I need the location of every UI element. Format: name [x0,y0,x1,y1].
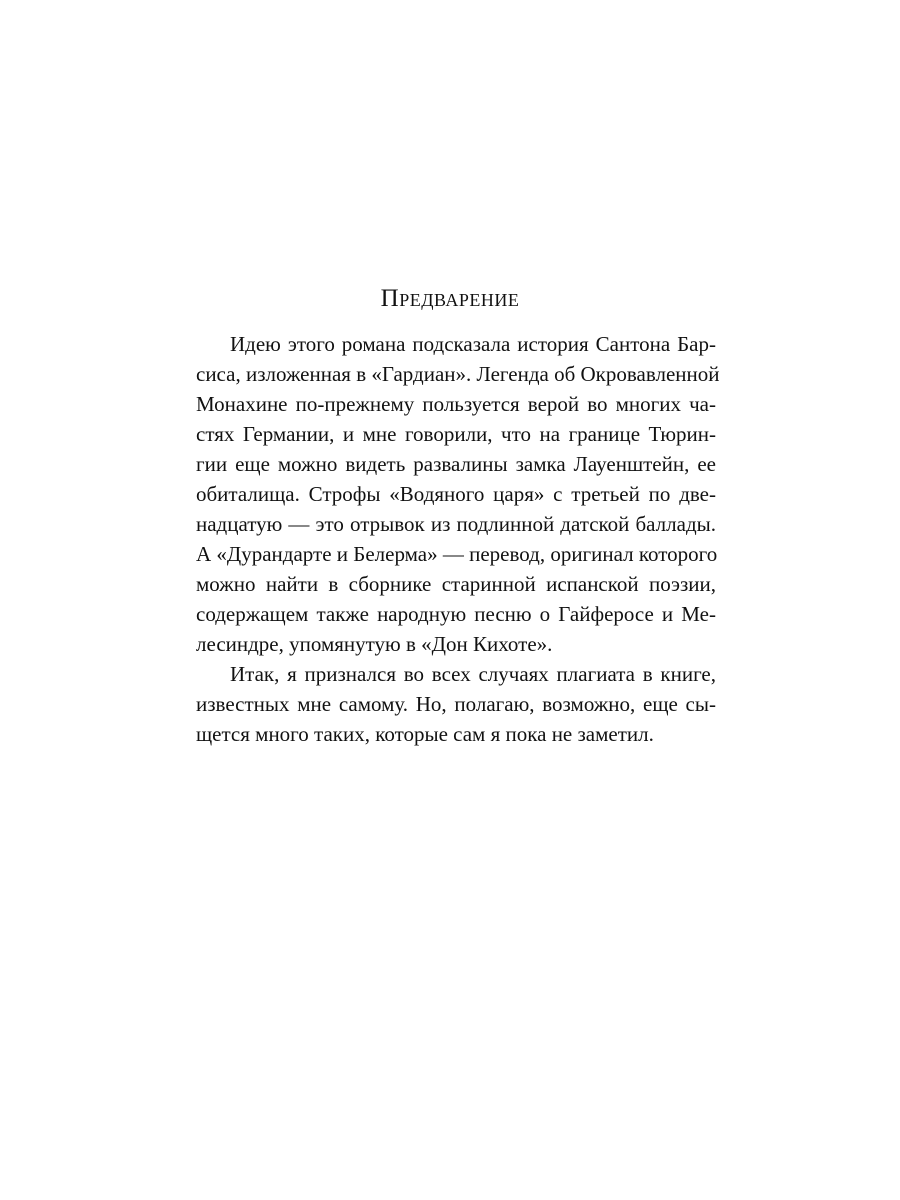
text-line: обиталища. Строфы «Водяного царя» с третьей по две- [196,482,716,506]
text-line: гии еще можно видеть развалины замка Лауенштейн, ее [196,452,716,476]
text-line: Монахине по-прежнему пользуется верой во многих ча- [196,392,716,416]
text-line: Идею этого романа подсказала история Сантона Бар- [230,332,716,356]
preface-text [196,329,720,749]
page-title: Предварение [380,285,520,312]
text-line: можно найти в сборнике старинной испанской поэзии, [196,572,716,596]
paragraph [196,659,716,749]
text-line: лесиндре, упомянутую в «Дон Кихоте». [196,632,553,656]
text-line: известных мне самому. Но, полагаю, возможно, еще сы- [196,692,716,716]
text-line: содержащем также народную песню о Гайферосе и Ме- [196,602,716,626]
text-line: А «Дурандарте и Белерма» — перевод, оригинал которого [196,542,718,566]
paragraph [196,329,720,659]
text-line: стях Германии, и мне говорили, что на границе Тюрин- [196,422,716,446]
text-line: сиса, изложенная в «Гардиан». Легенда об Окровавленной [196,362,720,386]
text-line: Итак, я признался во всех случаях плагиата в книге, [230,662,716,686]
text-line: щется много таких, которые сам я пока не заметил. [196,722,654,746]
text-line: надцатую — это отрывок из подлинной датской баллады. [196,512,716,536]
